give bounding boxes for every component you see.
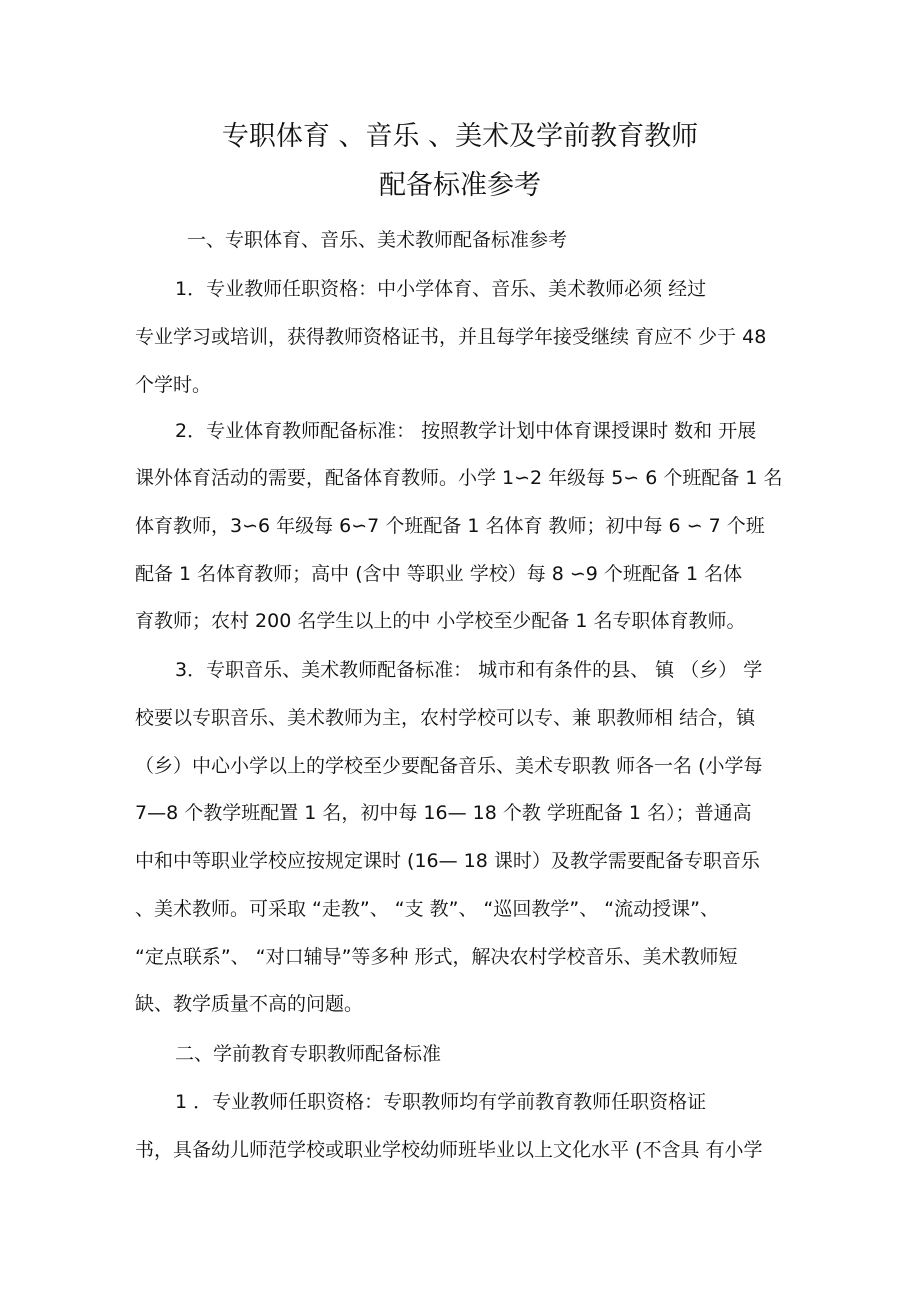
- paragraph-line: 专业学习或培训，获得教师资格证书，并且每学年接受继续 育应不 少于 48: [135, 326, 767, 348]
- paragraph-line: 缺、教学质量不高的问题。: [135, 993, 364, 1015]
- paragraph-line: 书，具备幼儿师范学校或职业学校幼师班毕业以上文化水平 (不含具 有小学: [135, 1139, 763, 1161]
- paragraph-line: 体育教师，3∽6 年级每 6∽7 个班配备 1 名体育 教师；初中每 6 ∽ 7 个班: [135, 515, 765, 537]
- section-heading-1: 一、专职体育、音乐、美术教师配备标准参考: [187, 229, 568, 251]
- document-title-line-1: 专职体育 、音乐 、美术及学前教育教师: [221, 121, 699, 152]
- paragraph-line: 育教师；农村 200 名学生以上的中 小学校至少配备 1 名专职体育教师。: [135, 610, 746, 632]
- document-title-line-2: 配备标准参考: [379, 170, 541, 201]
- paragraph-line: 2．专业体育教师配备标准： 按照教学计划中体育课授课时 数和 开展: [175, 420, 757, 442]
- paragraph-line: 1．专业教师任职资格：中小学体育、音乐、美术教师必须 经过: [175, 278, 707, 300]
- paragraph-line: 、美术教师。可采取 “走教”、 “支 教”、 “巡回教学”、 “流动授课”、: [135, 898, 719, 920]
- paragraph-line: 个学时。: [135, 374, 212, 396]
- paragraph-line: “定点联系”、 “对口辅导”等多种 形式，解决农村学校音乐、美术教师短: [135, 946, 738, 968]
- section-heading-2: 二、学前教育专职教师配备标准: [175, 1043, 442, 1065]
- paragraph-line: 7—8 个教学班配置 1 名，初中每 16— 18 个教 学班配备 1 名）；普通高: [135, 802, 752, 824]
- paragraph-line: 1 ．专业教师任职资格：专职教师均有学前教育教师任职资格证: [175, 1091, 707, 1113]
- paragraph-line: 中和中等职业学校应按规定课时 (16— 18 课时）及教学需要配备专职音乐: [135, 850, 760, 872]
- paragraph-line: 配备 1 名体育教师；高中 (含中 等职业 学校）每 8 ∽9 个班配备 1 名体: [135, 563, 743, 585]
- paragraph-line: （乡）中心小学以上的学校至少要配备音乐、美术专职教 师各一名 (小学每: [135, 755, 763, 777]
- paragraph-line: 3．专职音乐、美术教师配备标准： 城市和有条件的县、 镇 （乡） 学: [175, 659, 763, 681]
- paragraph-line: 校要以专职音乐、美术教师为主，农村学校可以专、兼 职教师相 结合，镇: [135, 707, 756, 729]
- paragraph-line: 课外体育活动的需要，配备体育教师。小学 1∽2 年级每 5∽ 6 个班配备 1 名: [135, 467, 783, 489]
